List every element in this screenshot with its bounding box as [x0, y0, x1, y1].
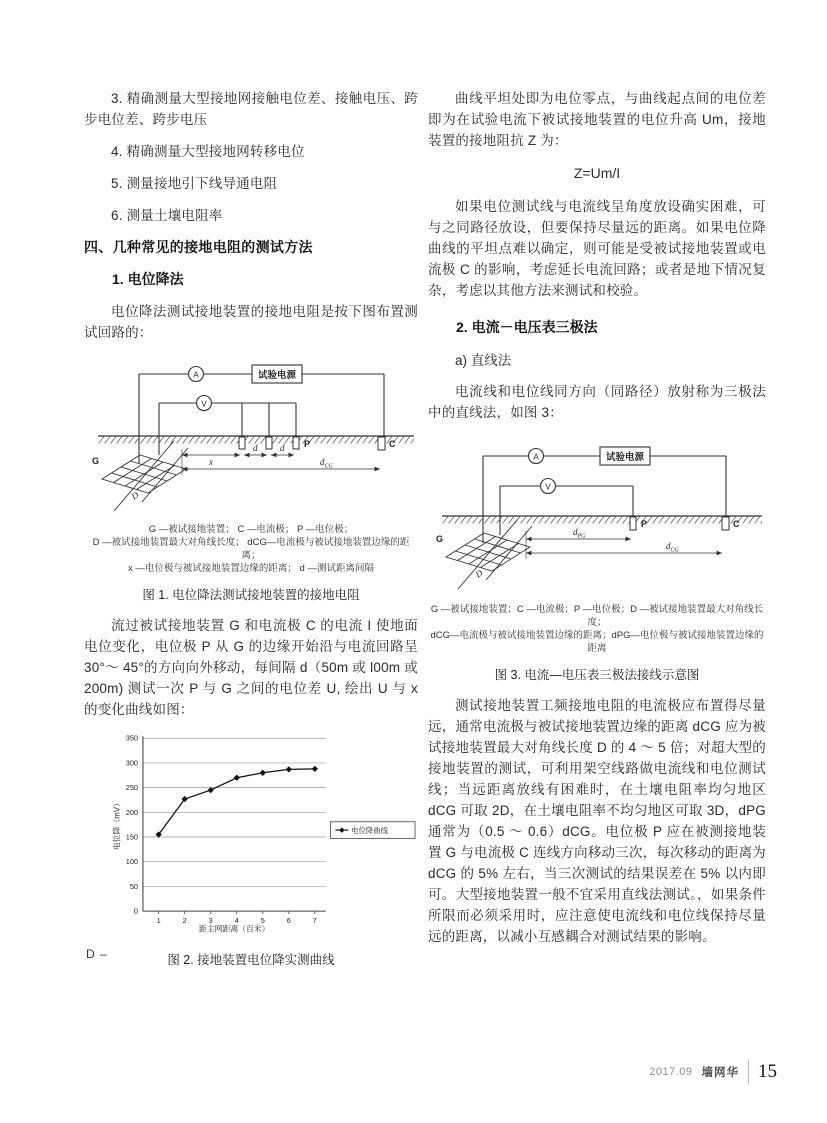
- svg-text:250: 250: [125, 783, 139, 793]
- list-item-5: 5. 测量接地引下线导通电阻: [111, 176, 278, 191]
- svg-text:7: 7: [312, 915, 317, 925]
- voltmeter-label: V: [545, 482, 551, 492]
- para-flow: 流过被试接地装置 G 和电流极 C 的电流 I 使地面电位变化，电位极 P 从 G 的边缘开始沿与电流回路呈 30°～ 45°的方向向外移动，每间隔 d（50m 或 l00m 或 200m) 测试一次 P 与 G 之间的电位差 U, 绘出 U 与 x 的变化曲线如图：: [84, 618, 418, 717]
- figure-1-caption-line: G —被试接地装置； C —电流极； P —电位极；: [148, 524, 354, 535]
- sub-heading-potential-drop: 1. 电位降法: [112, 271, 184, 287]
- dim-dcg-label: $d_{CG}$: [320, 457, 333, 470]
- dim-dcg-label: $d_{CG}$: [666, 541, 679, 554]
- test-source-label: 试验电源: [605, 452, 645, 463]
- sub-heading-three-pole: 2. 电流－电压表三极法: [456, 319, 598, 335]
- figure-1-caption-line: D —被试接地装置最大对角线长度； dCG—电流极与被试接地装置边缘的距离；: [92, 537, 410, 561]
- ground-grid: [446, 519, 532, 589]
- svg-text:电位降（mV）: 电位降（mV）: [112, 799, 122, 851]
- para-if: 如果电位测试线与电流线呈角度放设确实困难，可与之同路径放设，但要保持尽量远的距离。如果电位降曲线的平坦点难以确定，则可能是受被试接地装置或电流极 C 的影响，考虑延长电流回路；或者是地下情况复杂，考虑以其他方法来测试和校验。: [428, 199, 766, 298]
- ammeter-label: A: [533, 452, 539, 462]
- right-column: [428, 88, 766, 947]
- stray-d-label: D –: [86, 947, 108, 961]
- svg-text:5: 5: [260, 915, 265, 925]
- svg-text:100: 100: [125, 857, 139, 867]
- ammeter-label: A: [193, 370, 199, 380]
- section-heading-4: 四、几种常见的接地电阻的测试方法: [84, 239, 313, 255]
- footer-issue: 2017.09: [649, 1066, 693, 1078]
- svg-text:电位降曲线: 电位降曲线: [351, 826, 388, 836]
- figure-1-diagram: [84, 351, 418, 523]
- potential-drop-chart: [84, 728, 418, 940]
- probe-p-label: P: [641, 519, 648, 529]
- svg-text:6: 6: [286, 915, 291, 925]
- svg-text:0: 0: [133, 906, 139, 916]
- electrode-c-label: C: [389, 439, 396, 449]
- grid-g-label: G: [436, 534, 444, 544]
- svg-text:2: 2: [182, 915, 187, 925]
- left-column: [84, 88, 418, 980]
- figure-3-diagram: [428, 431, 766, 603]
- figure-3: [428, 431, 766, 683]
- dim-d1-label: d: [253, 443, 258, 453]
- para-test: 测试接地装置工频接地电阻的电流极应布置得尽量远，通常电流极与被试接地装置边缘的距离 dCG 应为被试接地装置最大对角线长度 D 的 4 ～ 5 倍；对超大型的接地装置的测试，可利用架空线路做电流线和电位测试线；当远距离放线有困难时，在土壤电阻率均匀地区 dCG 可取 2D，在土壤电阻率不均匀地区可取 3D，dPG 通常为（0.5 ～ 0.6）dCG。电位极 P 应在被测接地装置 G 与电流极 C 连线方向移动三次，每次移动的距离为 dCG 的 5% 左右，当三次测试的结果误差在 5% 以内即可。大型接地装置一般不宜采用直线法测试。，如果条件所限而必须采用时，应注意使电流线和电位线保持尽量远的距离，以减小互感耦合对测试结果的影响。: [428, 698, 766, 944]
- voltmeter-label: V: [201, 399, 207, 409]
- svg-text:350: 350: [125, 733, 139, 743]
- figure-2-title: 图 2. 接地装置电位降实测曲线: [167, 953, 335, 967]
- ground-hatch: [442, 517, 762, 524]
- svg-text:距主网距离（百米）: 距主网距离（百米）: [199, 924, 270, 934]
- figure-3-caption-line: G —被试接地装置；C —电流极；P —电位极；D —被试接地装置最大对角线长度；: [430, 604, 764, 628]
- svg-text:1: 1: [156, 915, 161, 925]
- dim-diagonal-label: D: [129, 489, 141, 502]
- list-item-6: 6. 测量土壤电阻率: [111, 208, 223, 223]
- list-item-4: 4. 精确测量大型接地网转移电位: [111, 144, 305, 159]
- figure-1-title: 图 1. 电位降法测试接地装置的接地电阻: [142, 588, 360, 602]
- list-item-3: 3. 精确测量大型接地网接触电位差、接触电压、跨步电位差、跨步电压: [84, 91, 418, 127]
- figure-1: [84, 351, 418, 603]
- svg-text:150: 150: [125, 832, 139, 842]
- footer-brand: 墙网华: [701, 1067, 739, 1079]
- page-footer: [649, 1060, 777, 1084]
- electrode-c-label: C: [733, 519, 740, 529]
- para-line-method: 电流线和电位线同方向（同路径）放射称为三极法中的直线法，如图 3：: [428, 384, 766, 420]
- figure-3-title: 图 3. 电流—电压表三极法接线示意图: [494, 668, 700, 682]
- ground-grid: [102, 441, 188, 511]
- svg-text:200: 200: [125, 807, 139, 817]
- svg-text:50: 50: [129, 881, 139, 891]
- figure-3-caption-line: dCG—电流极与被试接地装置边缘的距离；dPG—电位极与被试接地装置边缘的距离: [430, 630, 764, 654]
- footer-divider: [748, 1060, 749, 1084]
- svg-text:4: 4: [234, 915, 239, 925]
- dim-d2-label: d: [280, 443, 285, 453]
- grid-g-label: G: [92, 456, 100, 466]
- dim-dpg-label: $d_{PG}$: [573, 527, 586, 540]
- dim-x-label: x: [209, 457, 213, 467]
- footer-page-number: 15: [758, 1061, 777, 1082]
- figure-1-caption-line: x —电位极与被试接地装置边缘的距离； d —测试距离间隔: [128, 563, 374, 574]
- svg-text:3: 3: [208, 915, 213, 925]
- impedance-formula: Z=Um/I: [573, 165, 621, 181]
- figure-2: [84, 728, 418, 968]
- para-curve: 曲线平坦处即为电位零点，与曲线起点间的电位差即为在试验电流下被试接地装置的电位升高 Um，接地装置的接地阻抗 Z 为：: [428, 91, 766, 148]
- test-source-label: 试验电源: [257, 370, 297, 381]
- svg-text:300: 300: [125, 758, 139, 768]
- probe-p-label: P: [304, 439, 311, 449]
- dim-diagonal-label: D: [473, 567, 485, 580]
- sub-item-a: a) 直线法: [455, 353, 512, 368]
- para-intro: 电位降法测试接地装置的接地电阻是按下图布置测试回路的：: [84, 304, 418, 340]
